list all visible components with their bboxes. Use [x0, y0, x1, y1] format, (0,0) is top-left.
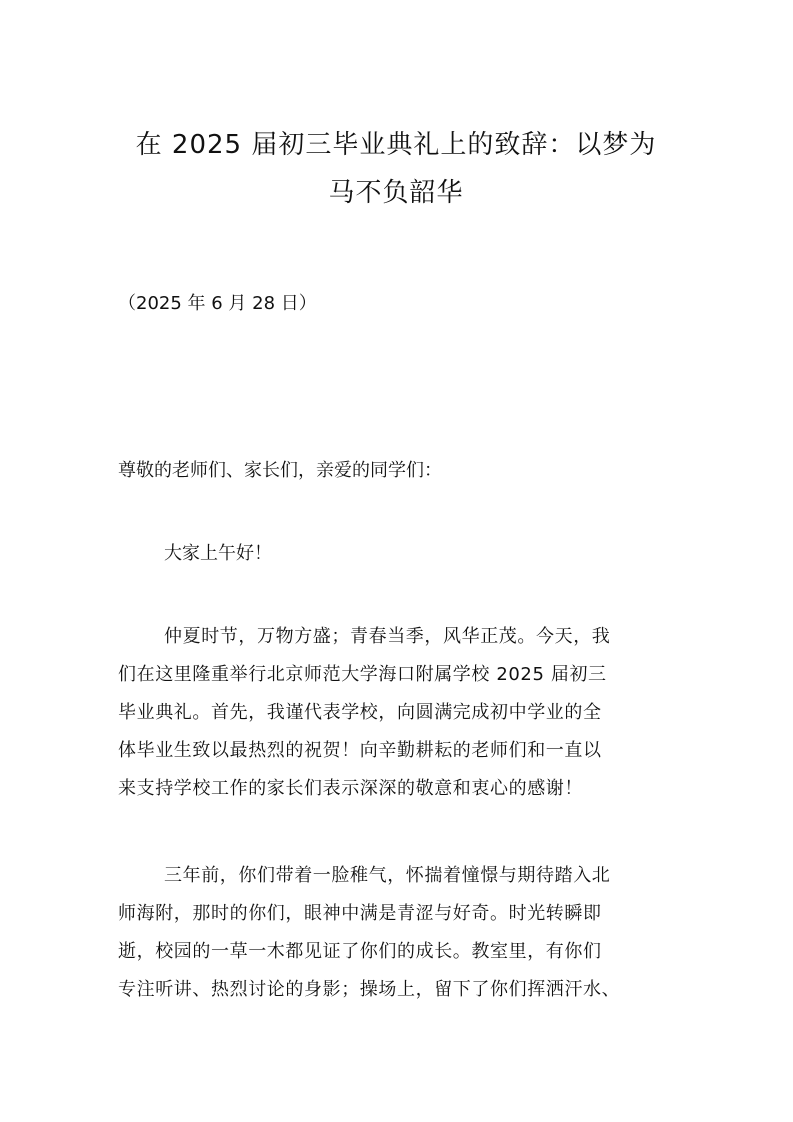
paragraph-line: 来支持学校工作的家长们表示深深的敬意和衷心的感谢！	[118, 778, 583, 799]
paragraph-line: 三年前，你们带着一脸稚气，怀揣着憧憬与期待踏入北	[164, 865, 611, 886]
paragraph-line: 逝，校园的一草一木都见证了你们的成长。教室里，有你们	[118, 941, 602, 962]
paragraph-line: 专注听讲、热烈讨论的身影；操场上，留下了你们挥洒汗水、	[118, 979, 621, 1000]
greeting: 大家上午好！	[164, 543, 272, 564]
paragraph-line: 仲夏时节，万物方盛；青春当季，风华正茂。今天，我	[164, 626, 611, 647]
paragraph-1	[118, 618, 678, 808]
paragraph-line: 师海附，那时的你们，眼神中满是青涩与好奇。时光转瞬即	[118, 903, 602, 924]
paragraph-line: 体毕业生致以最热烈的祝贺！向辛勤耕耘的老师们和一直以	[118, 740, 602, 761]
paragraph-line: 们在这里隆重举行北京师范大学海口附属学校 2025 届初三	[118, 664, 607, 685]
title-line-2: 马不负韶华	[328, 178, 464, 208]
title-line-1: 在 2025 届初三毕业典礼上的致辞：以梦为	[135, 130, 657, 160]
paragraph-line: 毕业典礼。首先，我谨代表学校，向圆满完成初中学业的全	[118, 702, 602, 723]
paragraph-2	[118, 857, 678, 1009]
document-title	[118, 121, 674, 217]
document-date: （2025 年 6 月 28 日）	[118, 293, 317, 314]
salutation: 尊敬的老师们、家长们，亲爱的同学们：	[118, 460, 442, 481]
